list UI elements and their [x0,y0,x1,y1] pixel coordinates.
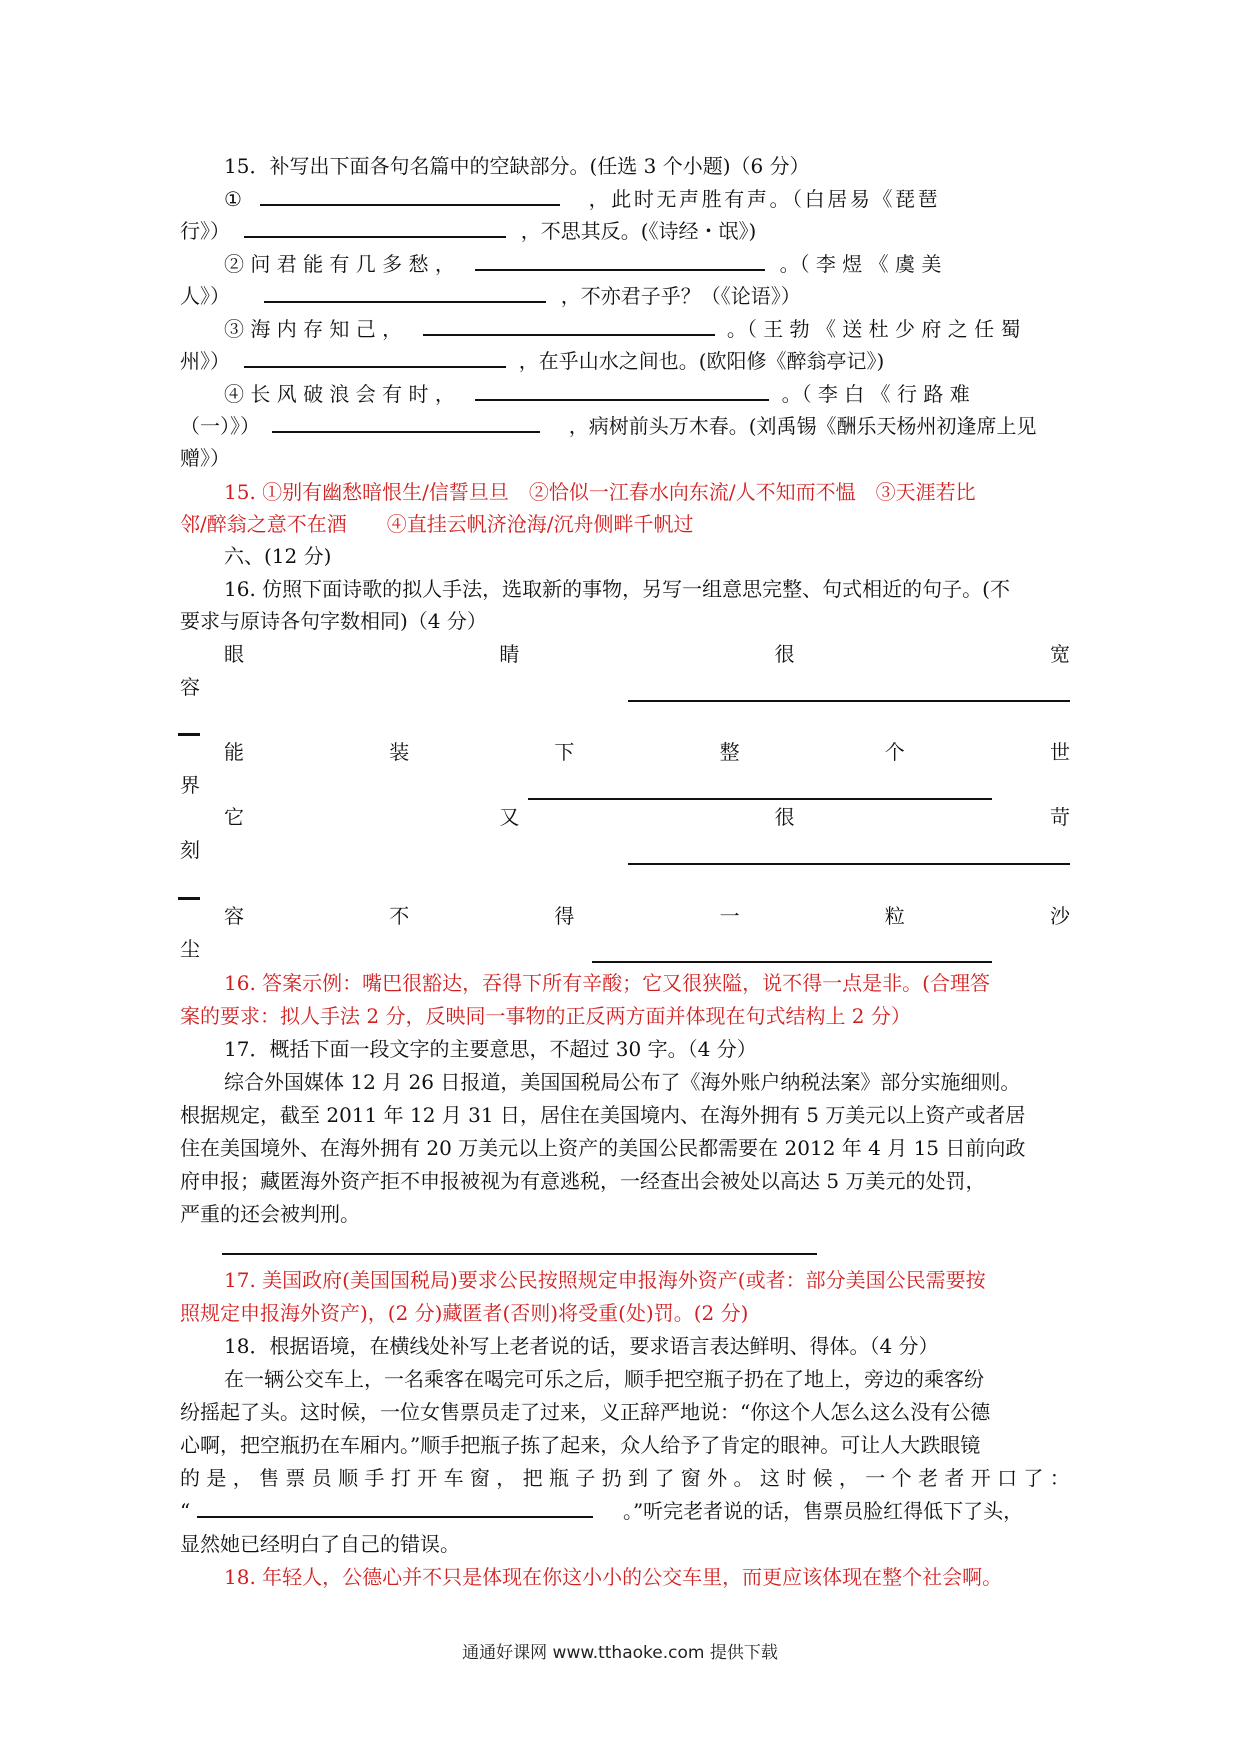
q16-poem-line3 [180,801,1070,833]
q15-item4-line2-blank [272,411,540,433]
poem-char: 苛 [1049,805,1070,829]
poem-char: 得 [554,904,575,928]
q15-item2 [180,248,1114,280]
q15-item3-line2 [180,345,1070,377]
q15-item2-text-b: 。（ 李 煜 《 虞 美 [779,252,942,276]
poem-char: 它 [224,805,244,829]
poem-char: 世 [1049,740,1070,764]
q15-item4-text-b: 。（ 李 白 《 行 路 难 [781,382,970,406]
q17-answer-line1: 17. 美国政府(美国国税局)要求公民按照规定申报海外资产(或者：部分美国公民需要按 [224,1268,986,1292]
q17-paragraph-line1: 综合外国媒体 12 月 26 日报道，美国国税局公布了《海外账户纳税法案》部分实施细则。 [224,1070,1021,1094]
q16-answer-blank-2 [528,798,992,800]
q16-answer-blank-3 [628,863,1070,865]
poem-char: 个 [884,740,905,764]
q15-answer-line1: 15. ①别有幽愁暗恨生/信誓旦旦 ②恰似一江春水向东流/人不知而不愠 ③天涯若比 [224,480,976,504]
q15-item2-line2 [180,280,1070,312]
q15-item2-line2-prefix: 人》） [180,284,230,308]
q18-paragraph-line4: 的 是 ， 售 票 员 顺 手 打 开 车 窗 ， 把 瓶 子 扔 到 了 窗 外 。 这 时 候 ， 一 个 老 者 开 口 了 ： [180,1466,1070,1490]
section-six-heading: 六、(12 分) [224,544,332,568]
q18-open-quote: “ [180,1499,191,1523]
q18-paragraph-line5-suffix: 。”听完老者说的话，售票员脸红得低下了头， [622,1499,1024,1523]
q15-item4-line3: 赠》） [180,446,230,470]
poem-char: 整 [719,740,740,764]
q15-item4-text-a: ④ 长 风 破 浪 会 有 时 ， [224,382,455,406]
q18-paragraph-line2: 纷摇起了头。这时候，一位女售票员走了过来，义正辞严地说：“你这个人怎么这么没有公德 [180,1400,991,1424]
q15-item1-line2-prefix: 行》） [180,219,230,243]
poem-char: 很 [774,642,795,666]
q15-item4-line2-prefix: （一）》） [180,414,260,438]
q16-poem-line4-wrap: 尘 [180,937,200,961]
q18-paragraph-line3: 心啊，把空瓶扔在车厢内。”顺手把瓶子拣了起来，众人给予了肯定的眼神。可让人大跌眼镜 [180,1433,981,1457]
q18-prompt: 18．根据语境，在横线处补写上老者说的话，要求语言表达鲜明、得体。（4 分） [224,1334,939,1358]
q17-paragraph-line4: 府申报；藏匿海外资产拒不申报被视为有意逃税，一经查出会被处以高达 5 万美元的处罚， [180,1169,986,1193]
poem-char: 又 [499,805,520,829]
q16-prompt-line2: 要求与原诗各句字数相同)（4 分） [180,609,487,633]
poem-char: 不 [389,904,410,928]
q15-answer-line2: 邻/醉翁之意不在酒 ④直挂云帆济沧海/沉舟侧畔千帆过 [180,512,694,536]
poem-char: 粒 [884,904,905,928]
q15-item3-text-a: ③ 海 内 存 知 己 ， [224,317,403,341]
q15-item2-line2-blank [264,281,546,303]
q15-item4-blank [475,379,769,401]
q17-prompt: 17．概括下面一段文字的主要意思，不超过 30 字。（4 分） [224,1037,757,1061]
poem-char: 宽 [1049,642,1070,666]
q15-item1-line2 [180,215,1070,247]
q15-item1-line2-suffix: ，不思其反。(《诗经・氓》) [520,219,757,243]
q15-item1-text: ，此时无声胜有声。（白居易《琵琶 [588,187,941,211]
q15-item1-number: ① [224,187,242,211]
q18-paragraph-line1: 在一辆公交车上，一名乘客在喝完可乐之后，顺手把空瓶子扔在了地上，旁边的乘客纷 [224,1367,984,1391]
q15-item1-blank [260,184,560,206]
q18-answer: 18. 年轻人，公德心并不只是体现在你这小小的公交车里，而更应该体现在整个社会啊。 [224,1565,1003,1589]
q16-poem-line1-wrap: 容 [180,675,200,699]
q15-item2-text-a: ② 问 君 能 有 几 多 愁 ， [224,252,455,276]
q16-poem-line2-wrap: 界 [180,773,200,797]
q15-item2-blank [475,249,765,271]
q18-paragraph-line5 [180,1495,1070,1527]
poem-char: 能 [224,740,244,764]
q18-answer-blank [197,1496,593,1518]
q18-paragraph-line6: 显然她已经明白了自己的错误。 [180,1532,460,1556]
q17-answer-line2: 照规定申报海外资产)，(2 分)藏匿者(否则)将受重(处)罚。(2 分) [180,1301,749,1325]
poem-char: 眼 [224,642,244,666]
q16-answer-line2: 案的要求：拟人手法 2 分，反映同一事物的正反两方面并体现在句式结构上 2 分） [180,1004,911,1028]
page-footer: 通通好课网 www.tthaoke.com 提供下载 [462,1643,778,1663]
q15-item4-line2-suffix: ，病树前头万木春。(刘禹锡《酬乐天杨州初逢席上见 [568,414,1037,438]
q15-item1 [180,183,1114,215]
poem-char: 沙 [1049,904,1070,928]
q16-poem-line2 [180,736,1070,768]
q15-item1-line2-blank [244,216,506,238]
q15-item3-line2-prefix: 州》） [180,349,230,373]
q15-prompt: 15．补写出下面各句名篇中的空缺部分。(任选 3 个小题)（6 分） [224,154,810,178]
q17-paragraph-line2: 根据规定，截至 2011 年 12 月 31 日，居住在美国境内、在海外拥有 5 万美元以上资产或者居 [180,1103,1026,1127]
q16-answer-blank-4 [592,961,992,963]
q17-answer-blank [222,1253,817,1255]
q17-paragraph-line3: 住在美国境外、在海外拥有 20 万美元以上资产的美国公民都需要在 2012 年 4 月 15 日前向政 [180,1136,1026,1160]
q15-item3-text-b: 。（ 王 勃 《 送 杜 少 府 之 任 蜀 [726,317,1021,341]
q16-poem-line3-wrap: 刻 [180,838,200,862]
q15-item3 [180,313,1114,345]
poem-char: 睛 [499,642,520,666]
q16-poem-line4 [180,900,1070,932]
q15-item3-blank [423,314,715,336]
q15-item2-line2-suffix: ，不亦君子乎？（《论语》） [560,284,801,308]
poem-char: 装 [389,740,410,764]
poem-char: 很 [774,805,795,829]
q15-item4-line2 [180,410,1070,442]
q16-answer-line1: 16. 答案示例：嘴巴很豁达，吞得下所有辛酸；它又很狭隘，说不得一点是非。(合理答 [224,971,990,995]
poem-char: 下 [554,740,575,764]
q15-item4 [180,378,1114,410]
q16-poem-line1 [180,638,1070,670]
q16-answer-blank-1 [628,700,1070,702]
poem-char: 容 [224,904,244,928]
poem-char: 一 [719,904,740,928]
q16-prompt-line1: 16. 仿照下面诗歌的拟人手法，选取新的事物，另写一组意思完整、句式相近的句子。(不 [224,577,1010,601]
q17-paragraph-line5: 严重的还会被判刑。 [180,1202,360,1226]
q15-item3-line2-suffix: ，在乎山水之间也。(欧阳修《醉翁亭记》) [518,349,885,373]
q15-item3-line2-blank [244,346,506,368]
